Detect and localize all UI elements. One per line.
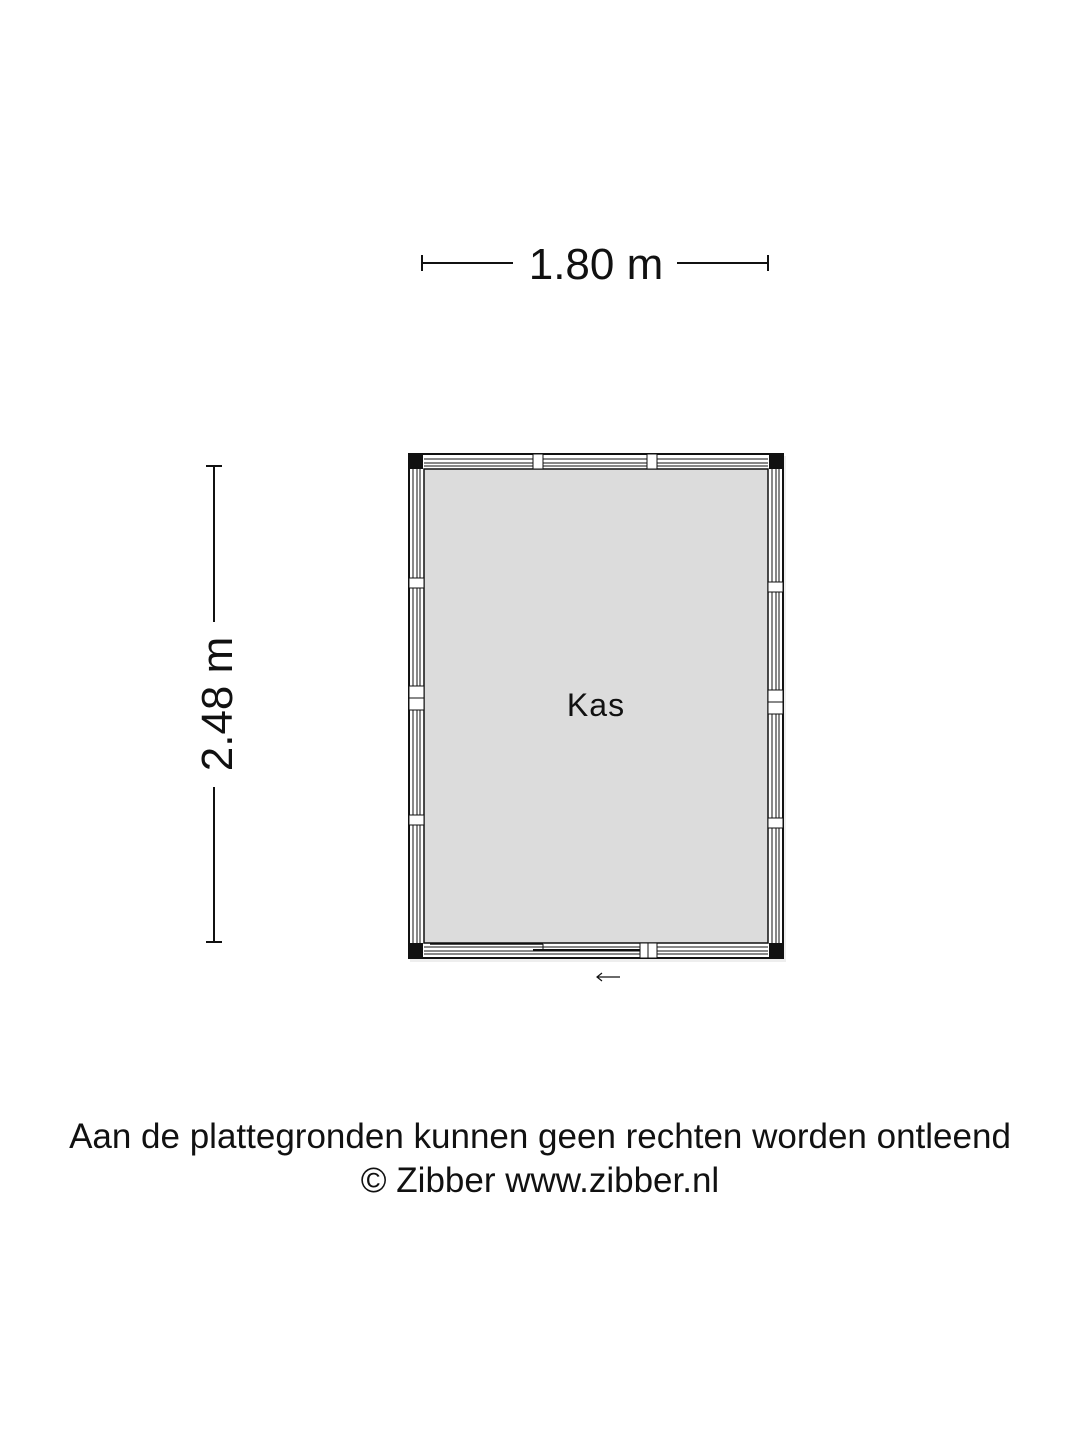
width-dimension [422,240,768,289]
corner-post-bottom-left [409,943,423,957]
height-dimension [193,466,242,942]
arrow-left-icon [597,973,620,981]
width-label: 1.80 m [528,240,664,289]
corner-post-top-right [769,455,783,469]
disclaimer-text: Aan de plattegronden kunnen geen rechten worden ontleend [69,1117,1011,1156]
height-label: 2.48 m [193,636,242,772]
greenhouse-plan [409,454,786,981]
corner-post-bottom-right [769,943,783,957]
room-label: Kas [566,687,626,723]
copyright-text: © Zibber www.zibber.nl [360,1161,720,1200]
corner-post-top-left [409,455,423,469]
